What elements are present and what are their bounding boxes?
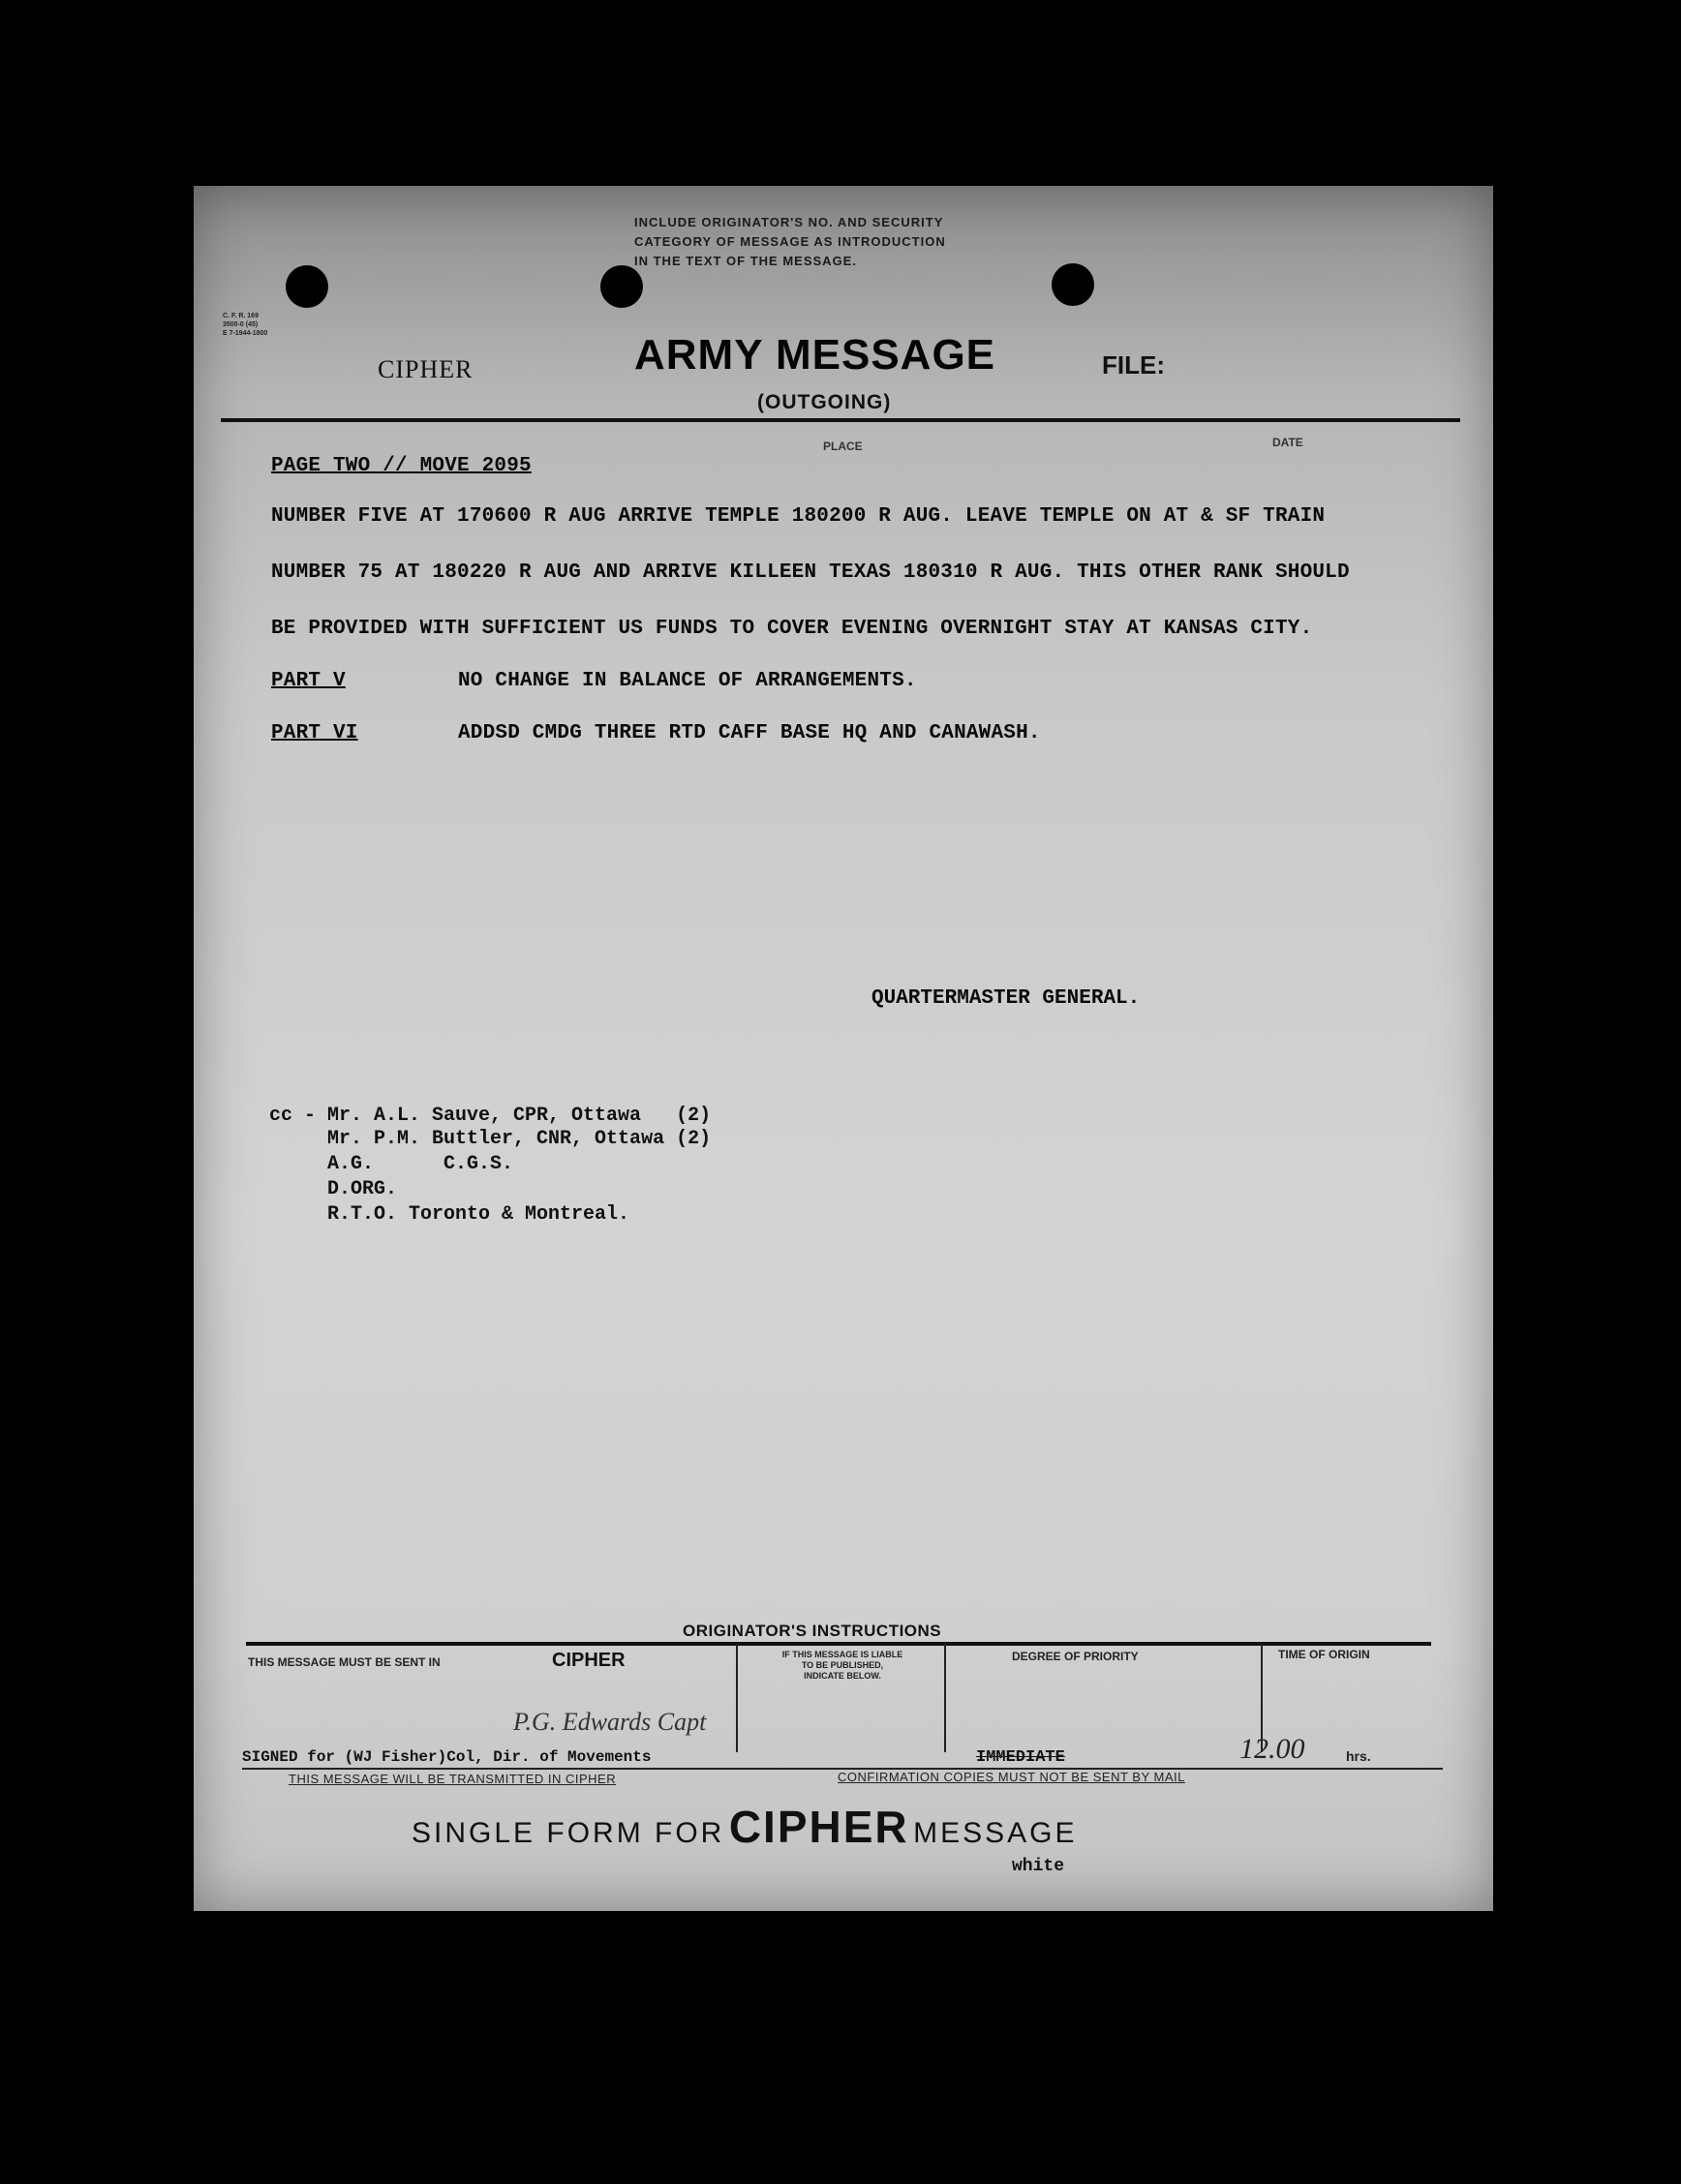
message-line: BE PROVIDED WITH SUFFICIENT US FUNDS TO COVER EVENING OVERNIGHT STAY AT KANSAS CITY. <box>271 618 1313 640</box>
punch-hole-right <box>1052 263 1094 306</box>
sent-in-value: CIPHER <box>552 1650 626 1671</box>
message-line: NUMBER FIVE AT 170600 R AUG ARRIVE TEMPLE 180200 R AUG. LEAVE TEMPLE ON AT & SF TRAIN <box>271 505 1326 528</box>
message-line: NUMBER 75 AT 180220 R AUG AND ARRIVE KILLEEN TEXAS 180310 R AUG. THIS OTHER RANK SHOULD <box>271 561 1350 584</box>
form-title: ARMY MESSAGE <box>634 331 996 379</box>
priority-label: DEGREE OF PRIORITY <box>1012 1650 1139 1663</box>
confirmation-note: CONFIRMATION COPIES MUST NOT BE SENT BY MAIL <box>838 1770 1185 1784</box>
part-label: PART V <box>271 670 346 692</box>
date-label: DATE <box>1272 436 1303 449</box>
form-footer <box>412 1801 1077 1853</box>
form-code-line: 3500-0 (45) <box>223 321 259 328</box>
form-code <box>223 312 267 338</box>
part-text: NO CHANGE IN BALANCE OF ARRANGEMENTS. <box>458 670 917 692</box>
time-of-origin-value: 12.00 <box>1239 1733 1305 1765</box>
message-form <box>194 186 1493 1911</box>
hours-suffix: hrs. <box>1346 1748 1371 1764</box>
form-code-line: E 7-1944-1800 <box>223 330 268 337</box>
file-label: FILE: <box>1102 350 1165 379</box>
punch-hole-center <box>600 265 643 308</box>
transmit-note: THIS MESSAGE WILL BE TRANSMITTED IN CIPHER <box>289 1772 617 1786</box>
time-label: TIME OF ORIGIN <box>1278 1648 1370 1661</box>
sender-signature: QUARTERMASTER GENERAL. <box>871 987 1141 1010</box>
footer-suffix: MESSAGE <box>913 1817 1078 1849</box>
footer-prefix: SINGLE FORM FOR <box>412 1817 725 1849</box>
cc-line: D.ORG. <box>269 1178 398 1200</box>
sent-in-label: THIS MESSAGE MUST BE SENT IN <box>248 1655 441 1669</box>
classification-label: CIPHER <box>378 355 474 383</box>
punch-hole-left <box>286 265 328 308</box>
column-divider <box>736 1644 738 1752</box>
copy-color: white <box>1012 1857 1065 1876</box>
originator-instruction-note <box>634 213 946 271</box>
cc-line: A.G. C.G.S. <box>269 1153 514 1175</box>
part-label: PART VI <box>271 722 358 744</box>
cc-line: cc - Mr. A.L. Sauve, CPR, Ottawa (2) <box>269 1105 712 1127</box>
form-code-line: C. F. R. 169 <box>223 313 259 319</box>
instruction-line: CATEGORY OF MESSAGE AS INTRODUCTION <box>634 234 946 249</box>
page-reference: PAGE TWO // MOVE 2095 <box>271 455 532 477</box>
instruction-line: IN THE TEXT OF THE MESSAGE. <box>634 254 857 268</box>
publish-note-line: IF THIS MESSAGE IS LIABLE <box>781 1650 903 1659</box>
handwritten-signature: P.G. Edwards Capt <box>513 1708 707 1736</box>
footer-emphasis: CIPHER <box>728 1802 909 1852</box>
publish-note-line: INDICATE BELOW. <box>804 1671 881 1681</box>
form-subtitle: (OUTGOING) <box>757 391 892 413</box>
place-label: PLACE <box>823 440 863 453</box>
cc-line: R.T.O. Toronto & Montreal. <box>269 1203 630 1226</box>
column-divider <box>944 1644 946 1752</box>
header-rule <box>221 418 1460 422</box>
publish-note <box>746 1650 939 1682</box>
originator-instructions-title: ORIGINATOR'S INSTRUCTIONS <box>683 1622 942 1640</box>
cc-line: Mr. P.M. Buttler, CNR, Ottawa (2) <box>269 1128 712 1150</box>
part-text: ADDSD CMDG THREE RTD CAFF BASE HQ AND CANAWASH. <box>458 722 1041 744</box>
signed-line: SIGNED for (WJ Fisher)Col, Dir. of Movements <box>242 1748 652 1766</box>
instruction-line: INCLUDE ORIGINATOR'S NO. AND SECURITY <box>634 215 944 229</box>
publish-note-line: TO BE PUBLISHED, <box>801 1660 884 1670</box>
priority-value: IMMEDIATE <box>976 1748 1065 1767</box>
